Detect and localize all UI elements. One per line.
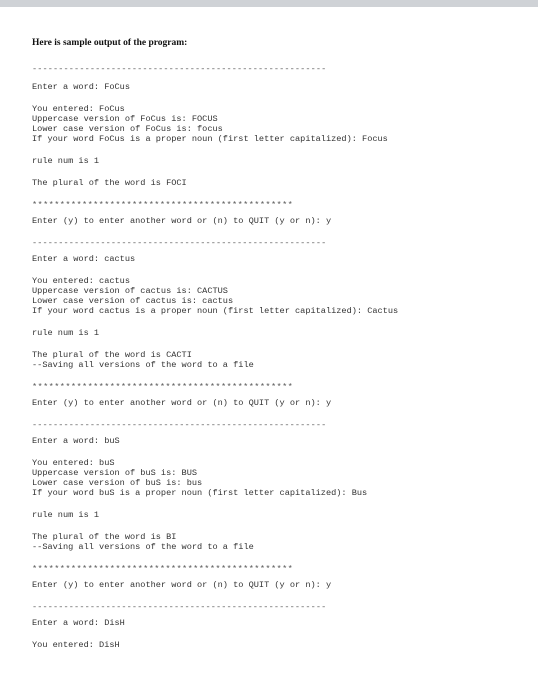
star-separator: *********************************************** bbox=[32, 200, 294, 210]
uppercase-line: Uppercase version of buS is: BUS bbox=[32, 468, 198, 478]
rule-num-line: rule num is 1 bbox=[32, 156, 100, 166]
enter-word-line: Enter a word: DisH bbox=[32, 618, 125, 628]
rule-num-line: rule num is 1 bbox=[32, 510, 100, 520]
document-body bbox=[32, 38, 522, 650]
dash-separator: -------------------------------------------------------- bbox=[32, 238, 327, 248]
saving-line: --Saving all versions of the word to a file bbox=[32, 542, 254, 552]
saving-line: --Saving all versions of the word to a file bbox=[32, 360, 254, 370]
dash-separator: -------------------------------------------------------- bbox=[32, 64, 327, 74]
entered-line: You entered: cactus bbox=[32, 276, 130, 286]
document-heading: Here is sample output of the program: bbox=[32, 38, 188, 48]
plural-line: The plural of the word is CACTI bbox=[32, 350, 192, 360]
enter-word-line: Enter a word: cactus bbox=[32, 254, 136, 264]
dash-separator: -------------------------------------------------------- bbox=[32, 602, 327, 612]
lowercase-line: Lower case version of buS is: bus bbox=[32, 478, 203, 488]
top-bar bbox=[0, 0, 538, 7]
entered-line: You entered: buS bbox=[32, 458, 115, 468]
star-separator: *********************************************** bbox=[32, 382, 294, 392]
uppercase-line: Uppercase version of cactus is: CACTUS bbox=[32, 286, 228, 296]
entered-line: You entered: FoCus bbox=[32, 104, 125, 114]
plural-line: The plural of the word is FOCI bbox=[32, 178, 187, 188]
proper-noun-line: If your word FoCus is a proper noun (first letter capitalized): Focus bbox=[32, 134, 388, 144]
plural-line: The plural of the word is BI bbox=[32, 532, 177, 542]
lowercase-line: Lower case version of FoCus is: focus bbox=[32, 124, 223, 134]
proper-noun-line: If your word cactus is a proper noun (first letter capitalized): Cactus bbox=[32, 306, 399, 316]
continue-prompt-line: Enter (y) to enter another word or (n) to QUIT (y or n): y bbox=[32, 398, 332, 408]
enter-word-line: Enter a word: buS bbox=[32, 436, 120, 446]
continue-prompt-line: Enter (y) to enter another word or (n) to QUIT (y or n): y bbox=[32, 216, 332, 226]
enter-word-line: Enter a word: FoCus bbox=[32, 82, 130, 92]
lowercase-line: Lower case version of cactus is: cactus bbox=[32, 296, 234, 306]
continue-prompt-line: Enter (y) to enter another word or (n) to QUIT (y or n): y bbox=[32, 580, 332, 590]
entered-line: You entered: DisH bbox=[32, 640, 120, 650]
proper-noun-line: If your word buS is a proper noun (first letter capitalized): Bus bbox=[32, 488, 368, 498]
rule-num-line: rule num is 1 bbox=[32, 328, 100, 338]
uppercase-line: Uppercase version of FoCus is: FOCUS bbox=[32, 114, 218, 124]
dash-separator: -------------------------------------------------------- bbox=[32, 420, 327, 430]
star-separator: *********************************************** bbox=[32, 564, 294, 574]
